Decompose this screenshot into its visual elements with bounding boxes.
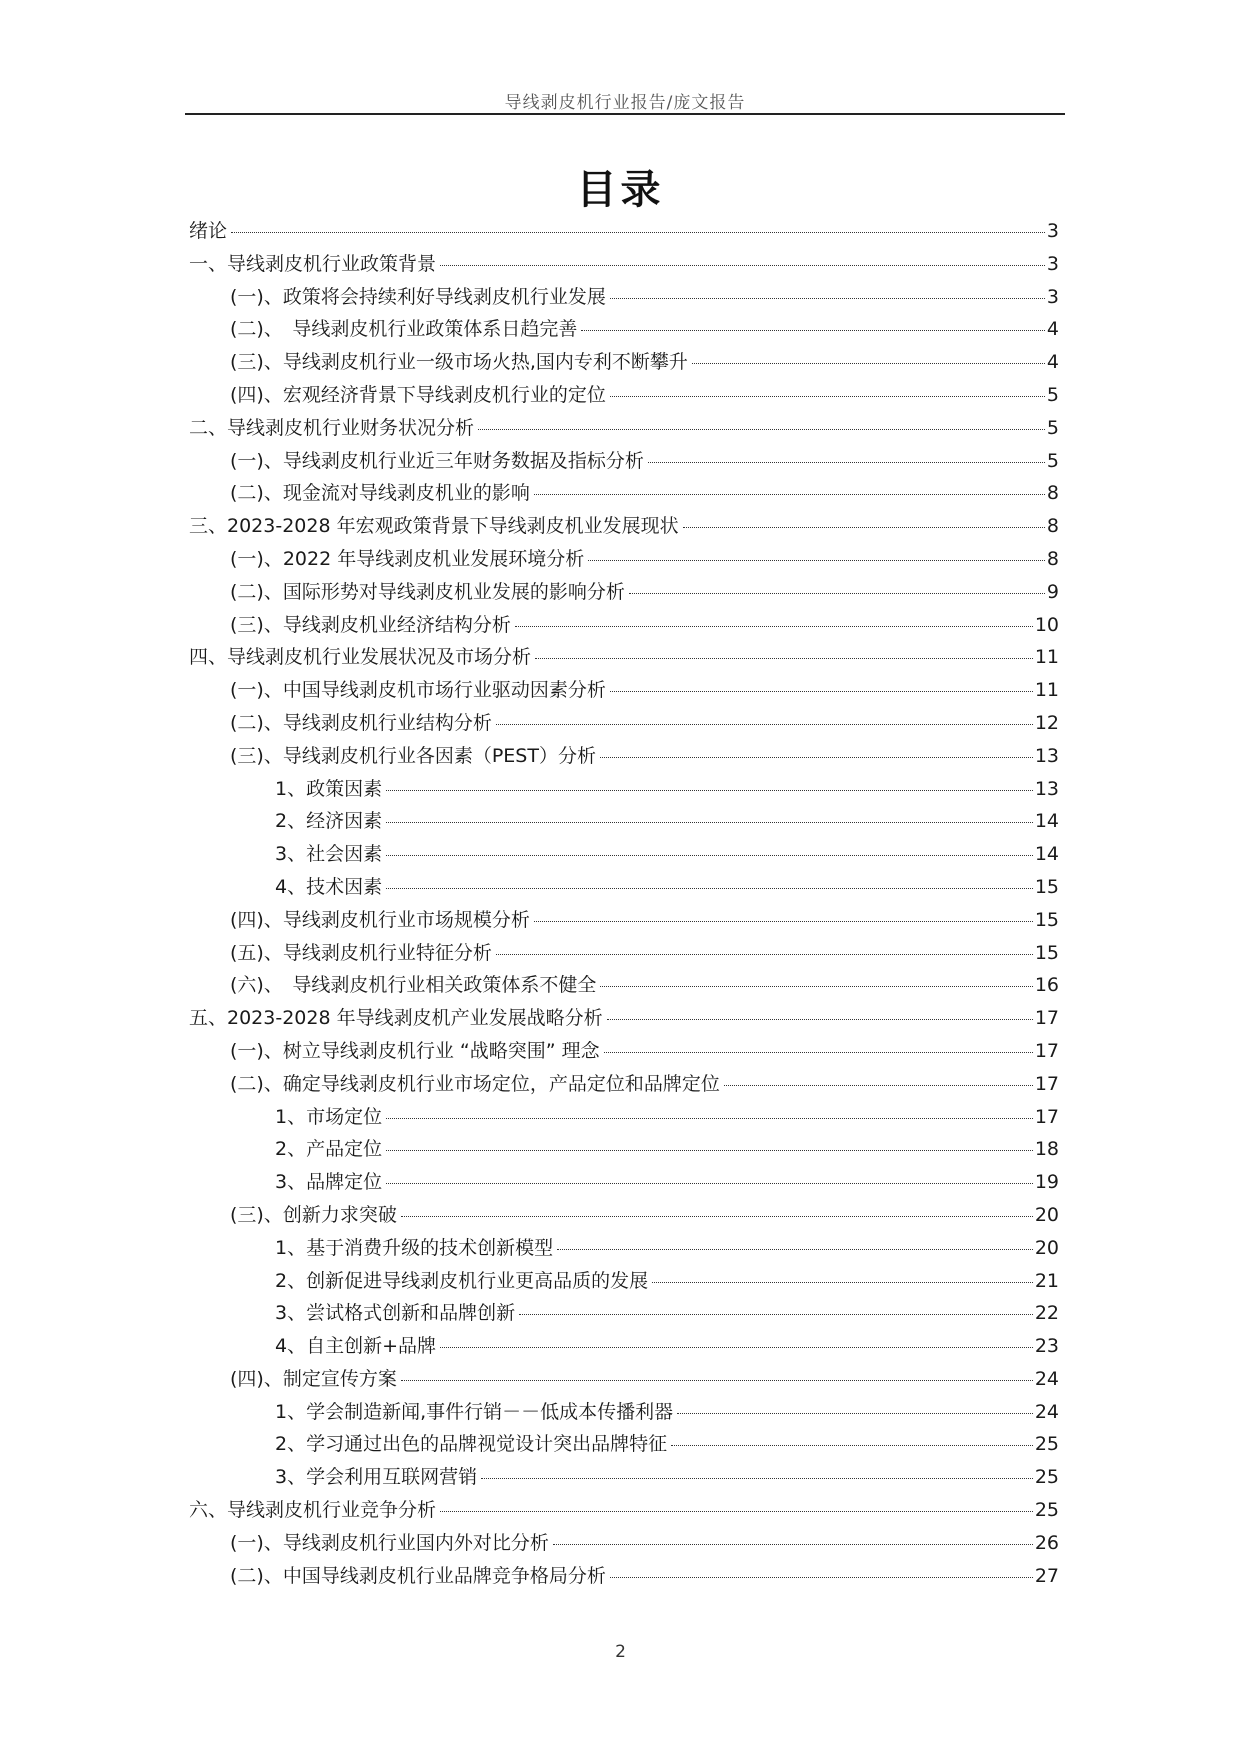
page-title: 目录 bbox=[576, 167, 665, 213]
toc-entry-title: (二)、现金流对导线剥皮机业的影响 bbox=[230, 482, 530, 505]
toc-leader-dots bbox=[386, 855, 1033, 856]
header-rule bbox=[185, 113, 1065, 115]
toc-leader-dots bbox=[604, 1052, 1033, 1053]
toc-entry-title: (一)、导线剥皮机行业近三年财务数据及指标分析 bbox=[230, 449, 644, 472]
toc-leader-dots bbox=[610, 396, 1045, 397]
toc-leader-dots bbox=[496, 724, 1033, 725]
toc-entry-title: 绪论 bbox=[189, 220, 228, 242]
page-header: 导线剥皮机行业报告/庞文报告 bbox=[504, 93, 746, 113]
toc-entry-page: 5 bbox=[1046, 416, 1059, 439]
toc-entry-title: (四)、宏观经济背景下导线剥皮机行业的定位 bbox=[230, 383, 606, 406]
toc-entry[interactable] bbox=[189, 1069, 1059, 1102]
toc-entry-page: 17 bbox=[1034, 1105, 1059, 1128]
toc-entry-title: 3、品牌定位 bbox=[275, 1171, 383, 1194]
toc-entry-page: 25 bbox=[1034, 1433, 1059, 1456]
toc-leader-dots bbox=[610, 1577, 1033, 1578]
toc-entry-page: 18 bbox=[1034, 1138, 1059, 1161]
toc-entry-page: 13 bbox=[1034, 777, 1059, 800]
toc-entry[interactable] bbox=[189, 1233, 1059, 1266]
toc-entry-page: 17 bbox=[1034, 1007, 1059, 1030]
toc-leader-dots bbox=[515, 626, 1033, 627]
toc-leader-dots bbox=[683, 527, 1045, 528]
toc-leader-dots bbox=[386, 822, 1033, 823]
toc-entry[interactable] bbox=[189, 249, 1059, 282]
toc-entry-page: 15 bbox=[1034, 908, 1059, 931]
toc-entry-title: 2、学习通过出色的品牌视觉设计突出品牌特征 bbox=[275, 1433, 668, 1456]
toc-entry-title: (四)、导线剥皮机行业市场规模分析 bbox=[230, 908, 530, 931]
toc-entry[interactable] bbox=[189, 1495, 1059, 1528]
toc-entry-page: 24 bbox=[1034, 1400, 1059, 1423]
toc-leader-dots bbox=[677, 1413, 1033, 1414]
toc-entry[interactable] bbox=[189, 282, 1059, 315]
toc-entry-title: 四、导线剥皮机行业发展状况及市场分析 bbox=[189, 646, 532, 669]
toc-entry[interactable] bbox=[189, 1561, 1059, 1594]
toc-leader-dots bbox=[610, 298, 1045, 299]
toc-entry[interactable] bbox=[189, 216, 1059, 249]
toc-entry-title: (二)、中国导线剥皮机行业品牌竞争格局分析 bbox=[230, 1564, 606, 1587]
toc-entry-title: (六)、 导线剥皮机行业相关政策体系不健全 bbox=[230, 974, 597, 997]
toc-leader-dots bbox=[588, 560, 1045, 561]
toc-entry-page: 3 bbox=[1046, 252, 1059, 275]
toc-entry-title: 4、技术因素 bbox=[275, 875, 383, 898]
toc-entry-title: 1、政策因素 bbox=[275, 777, 383, 800]
toc-entry[interactable] bbox=[189, 970, 1059, 1003]
toc-entry[interactable] bbox=[189, 478, 1059, 511]
toc-entry[interactable] bbox=[189, 1167, 1059, 1200]
toc-entry-title: 4、自主创新+品牌 bbox=[275, 1335, 437, 1358]
toc-entry-page: 14 bbox=[1034, 843, 1059, 866]
page-number: 2 bbox=[615, 1642, 626, 1662]
toc-entry[interactable] bbox=[189, 577, 1059, 610]
toc-entry[interactable] bbox=[189, 544, 1059, 577]
toc-entry-page: 11 bbox=[1034, 646, 1059, 669]
toc-entry-page: 11 bbox=[1034, 679, 1059, 702]
toc-leader-dots bbox=[652, 1282, 1033, 1283]
toc-entry-title: (一)、中国导线剥皮机市场行业驱动因素分析 bbox=[230, 679, 606, 702]
toc-entry-title: (三)、导线剥皮机业经济结构分析 bbox=[230, 613, 511, 636]
toc-entry[interactable] bbox=[189, 938, 1059, 971]
toc-entry-page: 9 bbox=[1046, 580, 1059, 603]
toc-leader-dots bbox=[496, 954, 1033, 955]
toc-entry-title: (一)、2022 年导线剥皮机业发展环境分析 bbox=[230, 547, 585, 570]
toc-entry[interactable] bbox=[189, 314, 1059, 347]
toc-entry-page: 24 bbox=[1034, 1367, 1059, 1390]
toc-entry-page: 3 bbox=[1046, 285, 1059, 308]
toc-leader-dots bbox=[581, 330, 1045, 331]
toc-leader-dots bbox=[386, 888, 1033, 889]
toc-entry-title: (三)、导线剥皮机行业各因素（PEST）分析 bbox=[230, 744, 596, 767]
toc-leader-dots bbox=[692, 363, 1045, 364]
toc-entry[interactable] bbox=[189, 872, 1059, 905]
toc-entry[interactable] bbox=[189, 380, 1059, 413]
toc-entry-page: 5 bbox=[1046, 449, 1059, 472]
toc-entry-title: (一)、树立导线剥皮机行业 “战略突围” 理念 bbox=[230, 1039, 600, 1062]
toc-leader-dots bbox=[386, 1118, 1033, 1119]
toc-entry-title: (三)、创新力求突破 bbox=[230, 1203, 397, 1226]
toc-entry-title: 六、导线剥皮机行业竞争分析 bbox=[189, 1499, 437, 1522]
toc-entry-page: 25 bbox=[1034, 1466, 1059, 1489]
toc-entry-page: 26 bbox=[1034, 1531, 1059, 1554]
toc-entry-title: 三、2023-2028 年宏观政策背景下导线剥皮机业发展现状 bbox=[189, 515, 679, 538]
toc-leader-dots bbox=[481, 1478, 1033, 1479]
toc-entry-page: 16 bbox=[1034, 974, 1059, 997]
toc-entry-page: 27 bbox=[1034, 1564, 1059, 1587]
toc-leader-dots bbox=[401, 1380, 1033, 1381]
toc-entry-page: 25 bbox=[1034, 1499, 1059, 1522]
toc-entry[interactable] bbox=[189, 1003, 1059, 1036]
toc-leader-dots bbox=[440, 265, 1045, 266]
toc-leader-dots bbox=[648, 462, 1045, 463]
toc-entry-page: 8 bbox=[1046, 482, 1059, 505]
toc-entry-title: 1、市场定位 bbox=[275, 1105, 383, 1128]
toc-entry-title: 1、学会制造新闻,事件行销－－低成本传播利器 bbox=[275, 1400, 674, 1423]
toc-leader-dots bbox=[600, 986, 1032, 987]
toc-entry[interactable] bbox=[189, 1200, 1059, 1233]
toc-entry[interactable] bbox=[189, 774, 1059, 807]
toc-entry[interactable] bbox=[189, 1134, 1059, 1167]
toc-entry[interactable] bbox=[189, 1429, 1059, 1462]
toc-entry[interactable] bbox=[189, 839, 1059, 872]
toc-leader-dots bbox=[535, 658, 1033, 659]
toc-leader-dots bbox=[534, 494, 1045, 495]
toc-entry-title: (一)、政策将会持续利好导线剥皮机行业发展 bbox=[230, 285, 606, 308]
toc-leader-dots bbox=[440, 1347, 1033, 1348]
toc-leader-dots bbox=[386, 790, 1033, 791]
toc-entry[interactable] bbox=[189, 446, 1059, 479]
toc-entry-title: 3、尝试格式创新和品牌创新 bbox=[275, 1302, 516, 1325]
toc-entry-title: 1、基于消费升级的技术创新模型 bbox=[275, 1236, 554, 1259]
toc-entry-page: 21 bbox=[1034, 1269, 1059, 1292]
toc-entry-title: (三)、导线剥皮机行业一级市场火热,国内专利不断攀升 bbox=[230, 351, 688, 374]
toc-entry-page: 15 bbox=[1034, 941, 1059, 964]
toc-entry[interactable] bbox=[189, 413, 1059, 446]
toc-entry[interactable] bbox=[189, 610, 1059, 643]
toc-entry-page: 17 bbox=[1034, 1039, 1059, 1062]
toc-leader-dots bbox=[386, 1150, 1033, 1151]
toc-leader-dots bbox=[607, 1019, 1033, 1020]
toc-leader-dots bbox=[401, 1216, 1033, 1217]
toc-leader-dots bbox=[671, 1445, 1033, 1446]
toc-entry[interactable] bbox=[189, 708, 1059, 741]
toc-leader-dots bbox=[534, 921, 1033, 922]
toc-entry-page: 20 bbox=[1034, 1236, 1059, 1259]
toc-entry-title: (二)、确定导线剥皮机行业市场定位，产品定位和品牌定位 bbox=[230, 1072, 720, 1095]
toc-entry-title: 3、社会因素 bbox=[275, 843, 383, 866]
toc-leader-dots bbox=[386, 1183, 1033, 1184]
toc-entry-page: 22 bbox=[1034, 1302, 1059, 1325]
toc-entry-page: 4 bbox=[1046, 351, 1059, 374]
toc-entry[interactable] bbox=[189, 511, 1059, 544]
toc-entry-page: 23 bbox=[1034, 1335, 1059, 1358]
toc-entry-page: 19 bbox=[1034, 1171, 1059, 1194]
toc-leader-dots bbox=[553, 1544, 1033, 1545]
toc-entry-title: 3、学会利用互联网营销 bbox=[275, 1466, 478, 1489]
toc-entry[interactable] bbox=[189, 905, 1059, 938]
toc-entry[interactable] bbox=[189, 642, 1059, 675]
toc-entry[interactable] bbox=[189, 1331, 1059, 1364]
toc-entry-page: 4 bbox=[1046, 318, 1059, 341]
toc-leader-dots bbox=[440, 1511, 1033, 1512]
toc-entry-title: 一、导线剥皮机行业政策背景 bbox=[189, 252, 437, 275]
toc-leader-dots bbox=[231, 232, 1045, 233]
toc-entry-title: (二)、 导线剥皮机行业政策体系日趋完善 bbox=[230, 318, 578, 341]
toc-entry-page: 12 bbox=[1034, 711, 1059, 734]
toc-entry-title: (五)、导线剥皮机行业特征分析 bbox=[230, 941, 492, 964]
toc-entry[interactable] bbox=[189, 1528, 1059, 1561]
toc-entry-page: 14 bbox=[1034, 810, 1059, 833]
toc-entry-page: 8 bbox=[1046, 515, 1059, 538]
toc-entry-page: 15 bbox=[1034, 875, 1059, 898]
toc-entry-page: 20 bbox=[1034, 1203, 1059, 1226]
table-of-contents bbox=[189, 216, 1059, 1593]
toc-entry[interactable] bbox=[189, 1266, 1059, 1299]
toc-entry[interactable] bbox=[189, 1397, 1059, 1430]
toc-leader-dots bbox=[557, 1249, 1033, 1250]
toc-entry-page: 10 bbox=[1034, 613, 1059, 636]
toc-entry[interactable] bbox=[189, 1364, 1059, 1397]
toc-leader-dots bbox=[629, 593, 1045, 594]
toc-entry[interactable] bbox=[189, 806, 1059, 839]
toc-entry-page: 8 bbox=[1046, 547, 1059, 570]
toc-entry-title: 五、2023-2028 年导线剥皮机产业发展战略分析 bbox=[189, 1007, 603, 1030]
toc-entry[interactable] bbox=[189, 1298, 1059, 1331]
toc-entry-title: (二)、导线剥皮机行业结构分析 bbox=[230, 711, 492, 734]
toc-entry[interactable] bbox=[189, 741, 1059, 774]
toc-entry-title: 二、导线剥皮机行业财务状况分析 bbox=[189, 416, 475, 439]
toc-entry-title: 2、产品定位 bbox=[275, 1138, 383, 1161]
toc-entry[interactable] bbox=[189, 675, 1059, 708]
toc-entry[interactable] bbox=[189, 1102, 1059, 1135]
toc-entry-page: 3 bbox=[1046, 220, 1059, 242]
toc-entry-title: (四)、制定宣传方案 bbox=[230, 1367, 397, 1390]
toc-entry[interactable] bbox=[189, 1036, 1059, 1069]
toc-entry-page: 13 bbox=[1034, 744, 1059, 767]
toc-leader-dots bbox=[519, 1314, 1033, 1315]
toc-entry-title: (一)、导线剥皮机行业国内外对比分析 bbox=[230, 1531, 549, 1554]
toc-leader-dots bbox=[610, 691, 1033, 692]
toc-entry-title: (二)、国际形势对导线剥皮机业发展的影响分析 bbox=[230, 580, 625, 603]
toc-entry[interactable] bbox=[189, 347, 1059, 380]
toc-leader-dots bbox=[478, 429, 1045, 430]
toc-leader-dots bbox=[724, 1085, 1033, 1086]
toc-entry-page: 17 bbox=[1034, 1072, 1059, 1095]
toc-entry-title: 2、创新促进导线剥皮机行业更高品质的发展 bbox=[275, 1269, 649, 1292]
toc-entry[interactable] bbox=[189, 1462, 1059, 1495]
toc-leader-dots bbox=[600, 757, 1033, 758]
toc-entry-page: 5 bbox=[1046, 383, 1059, 406]
toc-entry-title: 2、经济因素 bbox=[275, 810, 383, 833]
